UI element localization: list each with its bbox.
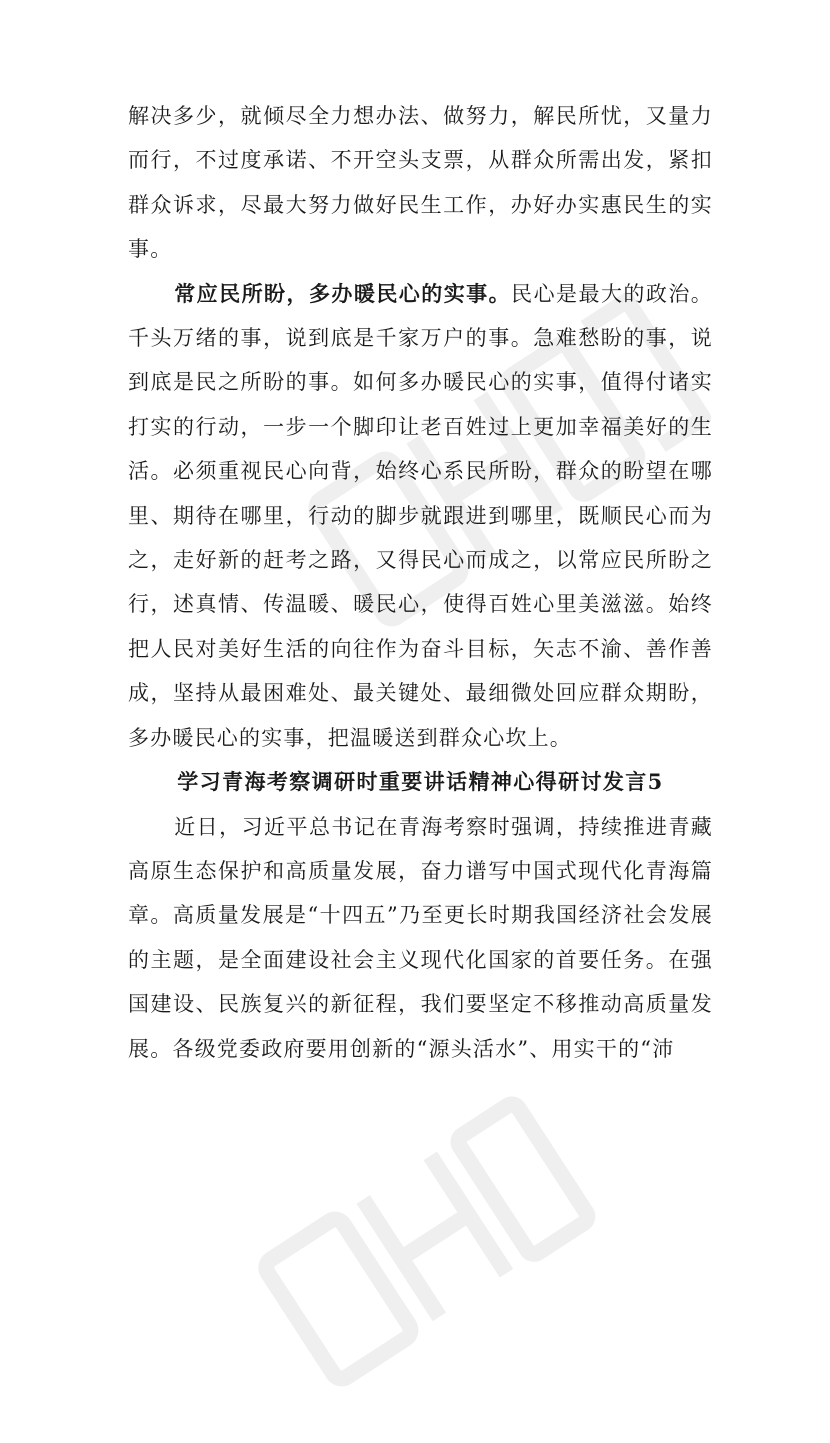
- paragraph-body-text: 民心是最大的政治。千头万绪的事，说到底是千家万户的事。急难愁盼的事，说到底是民之所盼的事。如何多办暖民心的实事，值得付诸实打实的行动，一步一个脚印让老百姓过上更加幸福美好的生活。必须重视民心向背，始终心系民所盼，群众的盼望在哪里、期待在哪里，行动的脚步就跟进到哪里，既顺民心而为之，走好新的赶考之路，又得民心而成之，以常应民所盼之行，述真情、传温暖、暖民心，使得百姓心里美滋滋。始终把人民对美好生活的向往作为奋斗目标，矢志不渝、善作善成，坚持从最困难处、最关键处、最细微处回应群众期盼，多办暖民心的实事，把温暖送到群众心坎上。: [128, 281, 713, 750]
- paragraph-people-expectation: [128, 272, 713, 760]
- paragraph-continuation: 解决多少，就倾尽全力想办法、做努力，解民所忧，又量力而行，不过度承诺、不开空头支票，从群众所需出发，紧扣群众诉求，尽最大努力做好民生工作，办好办实惠民生的实事。: [128, 104, 713, 262]
- paragraph-qinghai-inspection: 近日，习近平总书记在青海考察时强调，持续推进青藏高原生态保护和高质量发展，奋力谱写中国式现代化青海篇章。高质量发展是“十四五”乃至更长时期我国经济社会发展的主题，是全面建设社会主义现代化国家的首要任务。在强国建设、民族复兴的新征程，我们要坚定不移推动高质量发展。各级党委政府要用创新的“源头活水”、用实干的“沛: [128, 814, 713, 1061]
- section-heading: 学习青海考察调研时重要讲话精神心得研讨发言5: [177, 769, 664, 795]
- paragraph-lead-heading: 常应民所盼，多办暖民心的实事。: [174, 280, 512, 306]
- document-body: [128, 94, 713, 1071]
